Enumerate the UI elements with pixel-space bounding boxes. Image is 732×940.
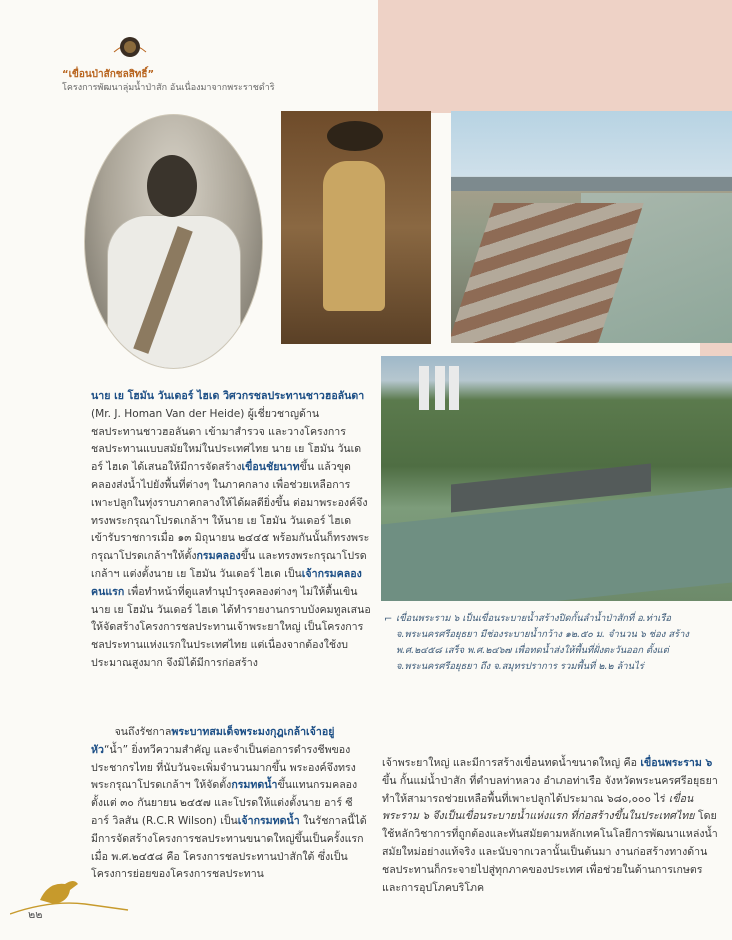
body-text: โดยใช้หลักวิชาการที่ถูกต้องและทันสมัยตามหลักเทคโนโลยีการพัฒนาแหล่งน้ำสมัยใหม่อย่างแท้จริง และนับจากเวลานั้นเป็นต้นมา งานก่อสร้างทางด้านชลประทานก็กระจายไปสู่ทุกภาคของประเทศ เพื่อช่วยในด้านการเกษตร และการอุปโภคบริโภค bbox=[382, 810, 718, 894]
body-text: ขึ้น กั้นแม่น้ำป่าสัก ที่ตำบลท่าหลวง อำเภอท่าเรือ จังหวัดพระนครศรีอยุธยา ทำให้สามารถช่วยเหลือพื้นที่เพาะปลูกได้ประมาณ ๖๘๐,๐๐๐ ไร่ bbox=[382, 774, 718, 805]
body-text: ขึ้น และทรงพระกรุณาโปรดเกล้าฯ แต่งตั้งนาย เย โฮมัน วันเดอร์ ไฮเด เป็น bbox=[91, 550, 367, 580]
photo-caption: เขื่อนพระราม ๖ เป็นเขื่อนระบายน้ำสร้างปิดกั้นลำน้ำป่าสักที่ อ.ท่าเรือ จ.พระนครศรีอยุธยา มีช่องระบายน้ำกว้าง ๑๒.๕๐ ม. จำนวน ๖ ช่อง สร้าง พ.ศ.๒๔๕๘ เสร็จ พ.ศ.๒๔๖๗ เพื่อทดน้ำส่งให้พื้นที่ฝั่งตะวันออก ตั้งแต่ จ.พระนครศรีอยุธยา ถึง จ.สมุทรปราการ รวมพื้นที่ ๒.๒ ล้านไร่ bbox=[396, 613, 689, 672]
highlight: นาย เย โฮมัน วันเดอร์ ไฮเด วิศวกรชลประทานชาวฮอลันดา bbox=[91, 390, 365, 402]
header-subtitle: โครงการพัฒนาลุ่มน้ำป่าสัก อันเนื่องมาจากพระราชดำริ bbox=[62, 83, 275, 93]
body-text: ขึ้น แล้วขุดคลองส่งน้ำไปยังพื้นที่ต่างๆ ในภาคกลาง เพื่อช่วยเหลือการเพาะปลูกในทุ่งราบภาคกลางให้ได้ผลดียิ่งขึ้น ต่อมาพระองค์จึงทรงพระกรุณาโปรดเกล้าฯ ให้นาย เย โฮมัน วันเดอร์ ไฮเด เข้ารับราชการเมื่อ ๑๓ มิถุนายน ๒๔๔๕ พร้อมกันนั้นก็ทรงพระกรุณาโปรดเกล้าฯให้ตั้ง bbox=[91, 461, 370, 563]
portrait-van-der-heide bbox=[84, 114, 263, 369]
photo-aerial-dam bbox=[381, 356, 732, 601]
body-text: “น้ำ” ยิ่งทวีความสำคัญ และจำเป็นต่อการดำรงชีพของประชากรไทย ที่นับวันจะเพิ่มจำนวนมากขึ้น พระองค์จึงทรงพระกรุณาโปรดเกล้าฯ ให้จัดตั้ง bbox=[91, 743, 356, 792]
italic-text: เขื่อนพระราม ๖ จึงเป็นเขื่อนระบายน้ำแห่งแรก ที่ก่อสร้างขึ้นในประเทศไทย bbox=[382, 792, 695, 823]
body-text: ขึ้นแทนกรมคลอง ตั้งแต่ ๓๐ กันยายน ๒๔๕๗ และโปรดให้แต่งตั้งนาย อาร์ ซี อาร์ วิลสัน (R.C.R Wilson) เป็น bbox=[91, 779, 358, 827]
highlight: พระบาทสมเด็จพระมงกุฎเกล้าเจ้าอยู่หัว bbox=[91, 726, 335, 756]
header-title: “เขื่อนป่าสักชลสิทธิ์” bbox=[62, 69, 155, 80]
highlight: เจ้ากรมทดน้ำ bbox=[237, 814, 300, 827]
body-text: ในรัชกาลนี้ได้มีการจัดสร้างโครงการชลประทานขนาดใหญ่ขึ้นเป็นครั้งแรก เมื่อ พ.ศ.๒๔๕๘ คือ โครงการชลประทานป่าสักใต้ ซึ่งเป็นโครงการย่อยของโครงการชลประทาน bbox=[91, 814, 367, 881]
text-column-left-bottom bbox=[91, 724, 371, 884]
photo-dam-gates bbox=[451, 111, 732, 343]
body-text: จนถึงรัชกาล bbox=[114, 726, 172, 738]
highlight: เขื่อนชัยนาท bbox=[241, 461, 300, 474]
highlight: กรมทดน้ำ bbox=[231, 779, 278, 792]
body-text: (Mr. J. Homan Van der Heide) ผู้เชี่ยวชาญด้านชลประทานชาวฮอลันดา เข้ามาสำรวจ และวางโครงการชลประทานแบบสมัยใหม่ในประเทศไทย นาย เย โฮมัน วันเดอร์ ไฮเด ได้เสนอให้มีการจัดสร้าง bbox=[91, 407, 362, 474]
highlight: เขื่อนพระราม ๖ bbox=[640, 757, 713, 769]
emblem-icon bbox=[112, 34, 148, 60]
portrait-king bbox=[281, 111, 431, 344]
highlight: เจ้ากรมคลองคนแรก bbox=[91, 567, 362, 598]
text-column-left-top bbox=[91, 388, 371, 673]
highlight: กรมคลอง bbox=[196, 550, 241, 563]
page-number: ๒๒ bbox=[28, 908, 43, 921]
corner-bracket-icon: ⌐ bbox=[384, 614, 393, 625]
body-text: เพื่อทำหน้าที่ดูแลทำนุบำรุงคลองต่างๆ ไม่ให้ตื้นเขิน นาย เย โฮมัน วันเดอร์ ไฮเด ได้ทำรายงานกราบบังคมทูลเสนอให้จัดสร้างโครงการชลประทานเจ้าพระยาใหญ่ เป็นโครงการชลประทานแห่งแรกในประเทศไทย แต่เนื่องจากต้องใช้งบประมาณสูงมาก จึงมิได้มีการก่อสร้าง bbox=[91, 585, 371, 669]
text-column-right bbox=[382, 755, 720, 897]
body-text: เจ้าพระยาใหญ่ และมีการสร้างเขื่อนทดน้ำขนาดใหญ่ คือ bbox=[382, 757, 641, 769]
top-right-color-band bbox=[378, 0, 732, 113]
